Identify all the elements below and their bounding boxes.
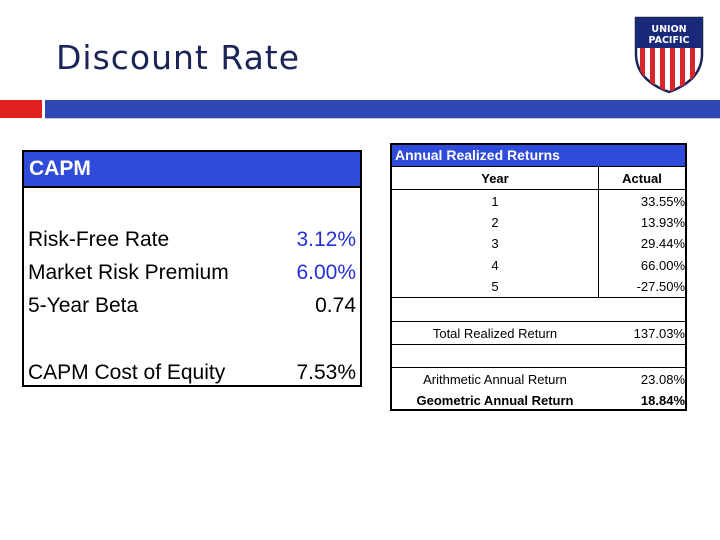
year-cell: 1 bbox=[491, 194, 499, 209]
total-label: Total Realized Return bbox=[432, 326, 558, 341]
slide-title: Discount Rate bbox=[56, 38, 301, 77]
capm-label: Market Risk Premium bbox=[28, 261, 229, 284]
capm-table bbox=[22, 150, 362, 387]
divider bbox=[392, 297, 685, 298]
year-cell: 5 bbox=[491, 279, 499, 294]
union-pacific-logo bbox=[632, 14, 706, 94]
divider bbox=[392, 367, 685, 368]
capm-label: 5-Year Beta bbox=[28, 294, 139, 317]
logo-text-bottom: PACIFIC bbox=[648, 35, 690, 46]
capm-result-label: CAPM Cost of Equity bbox=[28, 361, 226, 384]
capm-row-market-risk-premium bbox=[28, 258, 356, 288]
capm-label: Risk-Free Rate bbox=[28, 228, 170, 251]
capm-header: CAPM bbox=[24, 152, 360, 188]
actual-cell: 66.00% bbox=[640, 258, 685, 273]
accent-bar-blue bbox=[45, 100, 720, 118]
geometric-value: 18.84% bbox=[640, 393, 685, 408]
capm-result-value: 7.53% bbox=[296, 361, 356, 384]
divider bbox=[392, 166, 685, 167]
year-cell: 2 bbox=[491, 215, 499, 230]
divider bbox=[392, 321, 685, 322]
capm-row-risk-free bbox=[28, 225, 356, 255]
annual-returns-table bbox=[390, 143, 687, 411]
column-header-year: Year bbox=[481, 171, 509, 186]
capm-value: 0.74 bbox=[315, 294, 356, 317]
actual-cell: 13.93% bbox=[640, 215, 685, 230]
year-cell: 3 bbox=[491, 236, 499, 251]
capm-value: 6.00% bbox=[296, 261, 356, 284]
actual-cell: -27.50% bbox=[636, 279, 685, 294]
accent-bar-red bbox=[0, 100, 42, 118]
actual-cell: 33.55% bbox=[640, 194, 685, 209]
arithmetic-value: 23.08% bbox=[640, 372, 685, 387]
arithmetic-label: Arithmetic Annual Return bbox=[423, 372, 567, 387]
logo-text-top: UNION bbox=[651, 24, 687, 35]
capm-row-beta bbox=[28, 291, 356, 321]
divider bbox=[392, 189, 685, 190]
total-value: 137.03% bbox=[633, 326, 685, 341]
capm-row-cost-of-equity bbox=[28, 358, 356, 388]
capm-value: 3.12% bbox=[296, 228, 356, 251]
column-header-actual: Actual bbox=[622, 171, 662, 186]
accent-bar-shadow bbox=[45, 118, 720, 119]
geometric-label: Geometric Annual Return bbox=[416, 393, 574, 408]
divider bbox=[392, 344, 685, 345]
annual-header: Annual Realized Returns bbox=[392, 145, 685, 166]
year-cell: 4 bbox=[491, 258, 499, 273]
actual-cell: 29.44% bbox=[640, 236, 685, 251]
